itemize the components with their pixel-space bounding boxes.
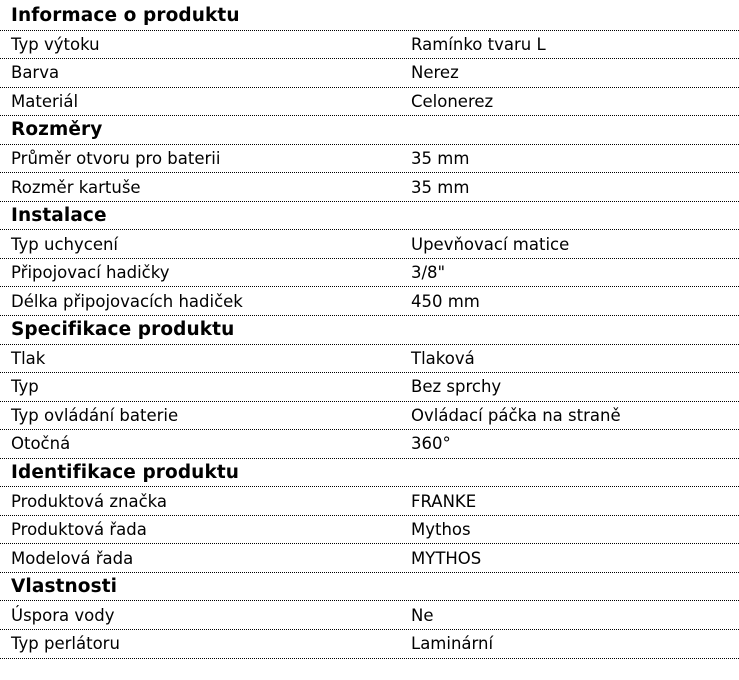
spec-label: Produktová řada (11, 520, 147, 540)
spec-row (0, 373, 739, 402)
spec-label: Typ ovládání baterie (11, 405, 179, 425)
spec-value: 450 mm (411, 291, 480, 311)
spec-row (0, 544, 739, 573)
section-header-features (0, 573, 739, 602)
spec-value: Ovládací páčka na straně (411, 405, 621, 425)
spec-value: Ramínko tvaru L (411, 34, 546, 54)
spec-label: Připojovací hadičky (11, 263, 170, 283)
section-header-dimensions (0, 116, 739, 145)
spec-row (0, 173, 739, 202)
spec-row (0, 259, 739, 288)
section-title: Identifikace produktu (11, 462, 240, 484)
spec-value: MYTHOS (411, 548, 482, 568)
spec-label: Typ perlátoru (11, 634, 120, 654)
spec-row (0, 630, 739, 659)
spec-value: Tlaková (411, 348, 475, 368)
spec-row (0, 230, 739, 259)
spec-label: Délka připojovacích hadiček (11, 291, 243, 311)
spec-label: Produktová značka (11, 491, 168, 511)
spec-value: 35 mm (411, 177, 470, 197)
spec-row (0, 287, 739, 316)
spec-label: Úspora vody (11, 605, 115, 625)
spec-value: Celonerez (411, 91, 494, 111)
section-header-installation (0, 202, 739, 231)
spec-value: 3/8" (411, 263, 446, 283)
spec-label: Otočná (11, 434, 71, 454)
spec-label: Typ uchycení (11, 234, 119, 254)
section-header-product-info (0, 2, 739, 31)
spec-label: Rozměr kartuše (11, 177, 141, 197)
spec-label: Typ (11, 377, 39, 397)
spec-value: Ne (411, 605, 434, 625)
spec-value: Upevňovací matice (411, 234, 570, 254)
spec-row (0, 487, 739, 516)
section-title: Rozměry (11, 119, 103, 141)
section-title: Specifikace produktu (11, 319, 235, 341)
spec-value: 35 mm (411, 149, 470, 168)
spec-value: Mythos (411, 520, 471, 540)
section-title: Informace o produktu (11, 5, 240, 27)
spec-value: Nerez (411, 63, 459, 83)
spec-value: 360° (411, 434, 451, 454)
spec-value: Bez sprchy (411, 377, 502, 397)
spec-label: Typ výtoku (11, 34, 100, 54)
spec-row (0, 31, 739, 60)
section-header-product-identification (0, 459, 739, 488)
spec-value: FRANKE (411, 491, 477, 511)
spec-label: Modelová řada (11, 548, 134, 568)
spec-label: Barva (11, 63, 60, 83)
spec-row (0, 516, 739, 545)
section-title: Instalace (11, 205, 107, 227)
spec-row (0, 145, 739, 174)
spec-label: Materiál (11, 91, 79, 111)
spec-value: Laminární (411, 634, 494, 654)
spec-label: Tlak (11, 348, 46, 368)
spec-row (0, 59, 739, 88)
spec-label: Průměr otvoru pro baterii (11, 149, 221, 168)
spec-row (0, 88, 739, 117)
section-title: Vlastnosti (11, 576, 118, 598)
spec-row (0, 402, 739, 431)
section-header-product-specification (0, 316, 739, 345)
spec-row (0, 430, 739, 459)
spec-row (0, 601, 739, 630)
spec-row (0, 345, 739, 374)
